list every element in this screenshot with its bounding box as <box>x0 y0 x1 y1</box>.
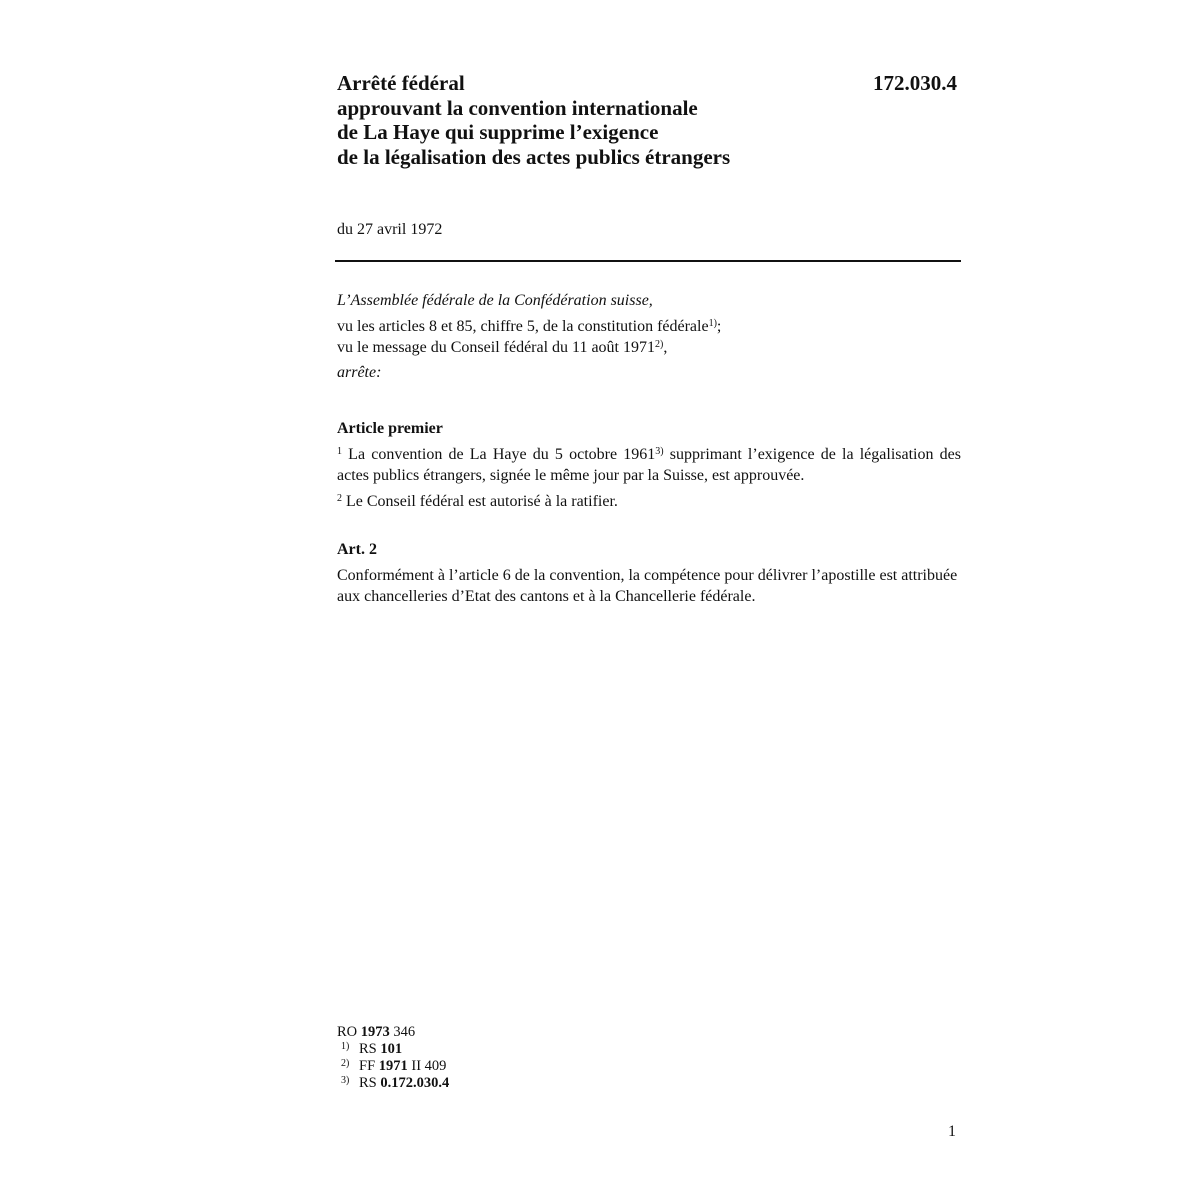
paragraph-number: 2 <box>337 493 342 504</box>
title-line: approuvant la convention internationale <box>337 95 698 120</box>
preamble-assembly: L’Assemblée fédérale de la Confédération suisse, <box>337 292 653 309</box>
ro-page: 346 <box>389 1024 416 1040</box>
decree-date: du 27 avril 1972 <box>337 221 443 238</box>
article-1-heading: Article premier <box>337 420 443 437</box>
footnote-1: 1) RS 101 <box>341 1041 403 1057</box>
footnote-prefix: RS <box>359 1075 381 1091</box>
footnote-number: 1971 <box>378 1058 408 1074</box>
preamble-decree: arrête: <box>337 364 382 381</box>
footnote-ref[interactable]: 2) <box>655 339 664 350</box>
footnote-prefix: RS <box>359 1041 381 1057</box>
title-line: de la légalisation des actes publics étrangers <box>337 144 731 169</box>
ro-year: 1973 <box>360 1024 390 1040</box>
footnote-number: 101 <box>380 1041 403 1057</box>
title-divider <box>335 260 961 262</box>
preamble-text: vu les articles 8 et 85, chiffre 5, de la constitution fédérale <box>337 318 709 335</box>
ro-prefix: RO <box>337 1024 361 1040</box>
footnote-ref[interactable]: 3) <box>655 446 664 457</box>
preamble-line-message <box>337 338 961 359</box>
sr-number: 172.030.4 <box>873 71 957 95</box>
paragraph-number: 1 <box>337 446 342 457</box>
footnote-ref[interactable]: 1) <box>708 318 717 329</box>
page-number: 1 <box>948 1123 956 1140</box>
footnote-3: 3) RS 0.172.030.4 <box>341 1075 450 1091</box>
preamble-text: vu le message du Conseil fédéral du 11 août 1971 <box>337 339 655 356</box>
footnote-prefix: FF <box>359 1058 379 1074</box>
article-1-paragraph-2 <box>337 492 961 513</box>
footnotes <box>337 1024 449 1092</box>
footnote-number: 0.172.030.4 <box>380 1075 450 1091</box>
title-line: de La Haye qui supprime l’exigence <box>337 120 659 144</box>
preamble-line-constitution <box>337 317 961 338</box>
paragraph-text: La convention de La Haye du 5 octobre 1961 <box>342 446 656 463</box>
paragraph-text: supprimant l’exigence de la légalisation des actes publics étrangers, signée le même jour par la Suisse, est approuvée. <box>337 446 961 484</box>
title-line: Arrêté fédéral <box>337 71 465 95</box>
preamble-punct: , <box>663 339 668 356</box>
article-2-text: Conformément à l’article 6 de la convention, la compétence pour délivrer l’apostille est attribuée aux chancelleries d’Etat des cantons et à la Chancellerie fédérale. <box>337 567 958 605</box>
preamble-punct: ; <box>716 318 722 335</box>
article-1-paragraph-1 <box>337 445 961 486</box>
footnote-2: 2) FF 1971 II 409 <box>341 1058 447 1074</box>
document-title <box>337 71 837 169</box>
article-2-heading: Art. 2 <box>337 541 377 558</box>
footnote-suffix: II 409 <box>407 1058 447 1074</box>
paragraph-text: Le Conseil fédéral est autorisé à la ratifier. <box>342 493 618 510</box>
official-compilation-ref <box>337 1024 449 1041</box>
